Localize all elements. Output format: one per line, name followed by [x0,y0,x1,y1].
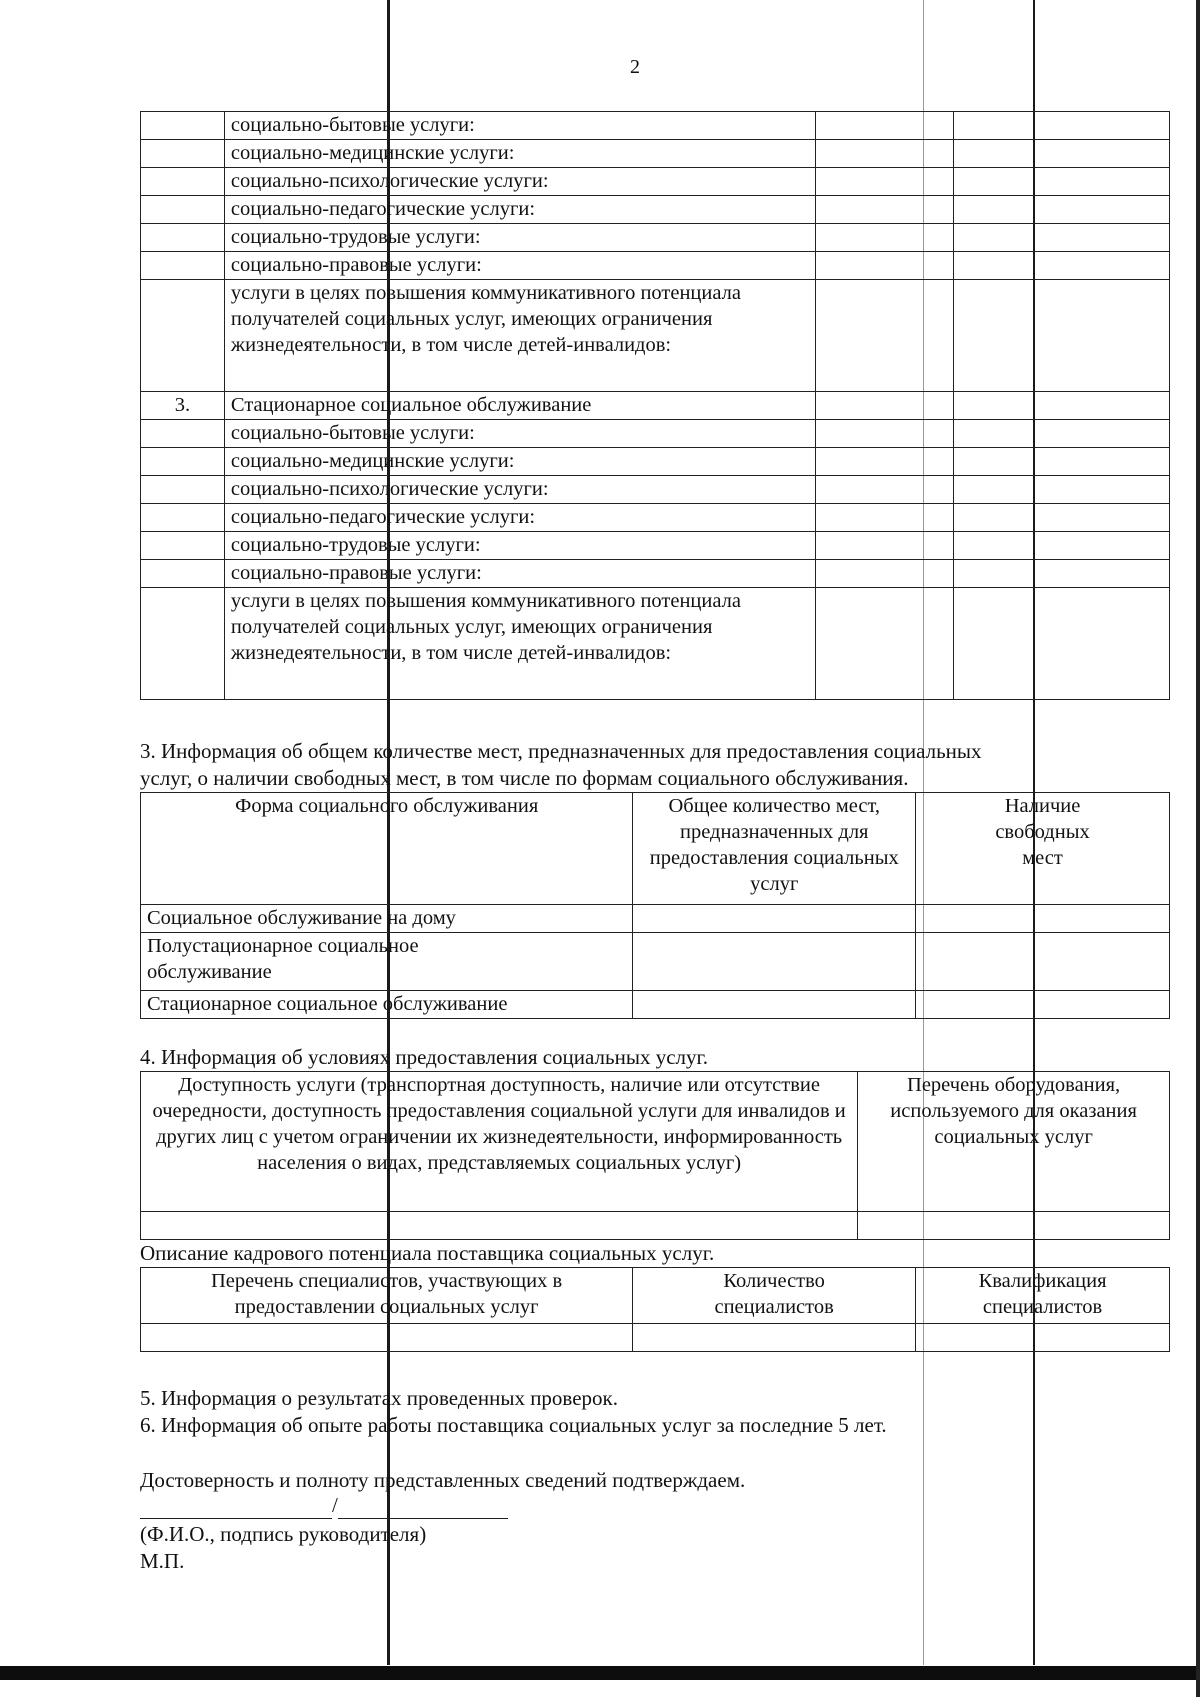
services-row-number: 3. [141,392,225,420]
services-row-value [954,392,1170,420]
services-row-number [141,504,225,532]
page-number: 2 [630,56,640,78]
places-cell-total [633,905,916,933]
services-row-value [816,504,954,532]
services-row-number [141,448,225,476]
services-row [141,280,1170,392]
places-cell-free [916,905,1170,933]
services-row-value [816,196,954,224]
services-row [141,168,1170,196]
services-row [141,392,1170,420]
services-row-label: социально-медицинские услуги: [224,140,816,168]
services-row-number [141,252,225,280]
places-header-free: Наличие свободных мест [916,793,1170,905]
places-row-label: Социальное обслуживание на дому [141,905,633,933]
services-row-number [141,168,225,196]
services-row-value [954,168,1170,196]
services-row-value [816,420,954,448]
services-row-label: социально-бытовые услуги: [224,112,816,140]
services-row [141,252,1170,280]
staff-heading: Описание кадрового потенциала поставщика социальных услуг. [140,1241,715,1265]
services-row-value [954,196,1170,224]
staff-header-list: Перечень специалистов, участвующих в предоставлении социальных услуг [141,1268,633,1324]
places-cell-total [633,933,916,991]
services-row [141,112,1170,140]
confirmation-text: Достоверность и полноту представленных сведений подтверждаем. [140,1468,746,1492]
services-row-value [816,252,954,280]
places-cell-free [916,991,1170,1019]
services-row-number [141,476,225,504]
scan-bottom-bar [0,1666,1200,1680]
services-row-number [141,140,225,168]
services-row [141,588,1170,700]
conditions-cell-accessibility [141,1212,858,1240]
section3-heading-line1: 3. Информация об общем количестве мест, предназначенных для предоставления социальных [140,739,982,763]
services-table [140,111,1170,700]
scan-right-edge [1196,0,1200,1697]
services-row [141,140,1170,168]
services-row-value [954,448,1170,476]
places-cell-free [916,933,1170,991]
services-row-number [141,420,225,448]
section3-heading [140,738,982,792]
services-row-value [816,476,954,504]
conditions-cell-equipment [858,1212,1170,1240]
section6-text: 6. Информация об опыте работы поставщика социальных услуг за последние 5 лет. [140,1413,887,1437]
staff-header-qualification: Квалификация специалистов [916,1268,1170,1324]
signature-caption: (Ф.И.О., подпись руководителя) [140,1522,427,1546]
services-row-value [816,560,954,588]
services-row-value [816,112,954,140]
places-row-label: Полустационарное социальное обслуживание [141,933,633,991]
services-row-label: социально-психологические услуги: [224,168,816,196]
services-row [141,504,1170,532]
services-row-label: социально-педагогические услуги: [224,504,816,532]
section4-heading: 4. Информация об условиях предоставления социальных услуг. [140,1045,708,1069]
services-row-label: услуги в целях повышения коммуникативного потенциала получателей социальных услуг, имеющих ограничения жизнедеятельности, в том числе детей-инвалидов: [224,280,816,392]
section5-text: 5. Информация о результатах проведенных проверок. [140,1386,618,1410]
services-row-number [141,196,225,224]
services-row-label: социально-медицинские услуги: [224,448,816,476]
staff-cell-qualification [916,1324,1170,1352]
services-row-number [141,112,225,140]
services-row-value [816,392,954,420]
services-row-label: социально-педагогические услуги: [224,196,816,224]
staff-header-count: Количество специалистов [633,1268,916,1324]
services-row [141,560,1170,588]
services-row-label: социально-трудовые услуги: [224,224,816,252]
services-row-value [954,252,1170,280]
services-row-value [816,224,954,252]
services-row [141,196,1170,224]
services-row-value [954,112,1170,140]
services-row-value [816,588,954,700]
signature-line [140,1492,508,1519]
services-row-value [816,168,954,196]
places-cell-total [633,991,916,1019]
services-row-value [954,420,1170,448]
services-row [141,532,1170,560]
services-row [141,224,1170,252]
services-row-value [954,280,1170,392]
services-row-value [954,504,1170,532]
services-row-value [954,560,1170,588]
places-header-form: Форма социального обслуживания [141,793,633,905]
staff-cell-list [141,1324,633,1352]
services-row-number [141,280,225,392]
conditions-table [140,1071,1170,1240]
services-row-label: услуги в целях повышения коммуникативного потенциала получателей социальных услуг, имеющих ограничения жизнедеятельности, в том числе детей-инвалидов: [224,588,816,700]
services-row-number [141,560,225,588]
services-row-label: социально-психологические услуги: [224,476,816,504]
services-row-label: социально-правовые услуги: [224,560,816,588]
conditions-header-accessibility: Доступность услуги (транспортная доступность, наличие или отсутствие очередности, доступность предоставления социальной услуги для инвалидов и других лиц с учетом ограничении их жизнедеятельности, информированность населения о видах, представляемых социальных услуг) [141,1072,858,1212]
services-row-value [816,532,954,560]
signature-separator: / [332,1493,338,1517]
services-row-value [954,140,1170,168]
services-row-value [816,280,954,392]
stamp-label: М.П. [140,1549,185,1573]
services-row-number [141,532,225,560]
services-row-label: социально-трудовые услуги: [224,532,816,560]
section3-heading-line2: услуг, о наличии свободных мест, в том числе по формам социального обслуживания. [140,766,909,790]
services-row-value [954,476,1170,504]
staff-cell-count [633,1324,916,1352]
staff-table [140,1267,1170,1352]
services-row [141,476,1170,504]
services-row-value [954,224,1170,252]
services-row-value [954,532,1170,560]
services-row [141,448,1170,476]
services-row-value [954,588,1170,700]
services-row-value [816,140,954,168]
places-row-label: Стационарное социальное обслуживание [141,991,633,1019]
places-header-total: Общее количество мест, предназначенных для предоставления социальных услуг [633,793,916,905]
services-row [141,420,1170,448]
services-row-label: социально-правовые услуги: [224,252,816,280]
services-row-number [141,588,225,700]
services-row-label: Стационарное социальное обслуживание [224,392,816,420]
services-row-number [141,224,225,252]
conditions-header-equipment: Перечень оборудования, используемого для оказания социальных услуг [858,1072,1170,1212]
services-row-value [816,448,954,476]
places-table [140,792,1170,1019]
services-row-label: социально-бытовые услуги: [224,420,816,448]
